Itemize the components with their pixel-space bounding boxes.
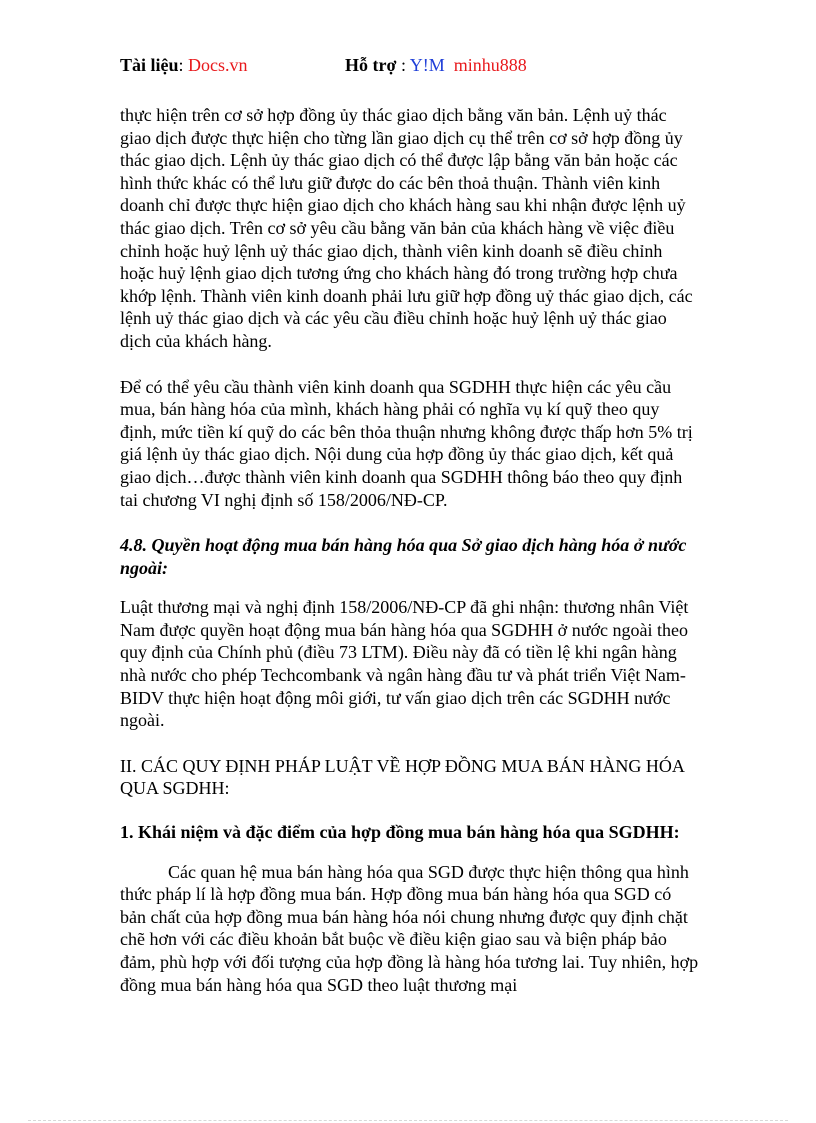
heading-4-8: 4.8. Quyền hoạt động mua bán hàng hóa qua Sở giao dịch hàng hóa ở nước ngoài: xyxy=(120,535,687,578)
body-paragraph-4: Các quan hệ mua bán hàng hóa qua SGD được thực hiện thông qua hình thức pháp lí là hợp đồng mua bán. Hợp đồng mua bán hàng hóa qua SGD có bản chất của hợp đồng mua bán hàng hóa nói chung nhưng được quy định chặt chẽ hơn với các điều khoản bắt buộc về điều kiện giao sau và biện pháp bảo đảm, phù hợp với đối tượng của hợp đồng là hàng hóa tương lai. Tuy nhiên, hợp đồng mua bán hàng hóa qua SGD theo luật thương mại xyxy=(120,861,699,995)
body-paragraph-1: thực hiện trên cơ sở hợp đồng ủy thác giao dịch bằng văn bản. Lệnh uỷ thác giao dịch được thực hiện cho từng lần giao dịch cụ thể trên cơ sở hợp đồng ủy thác giao dịch. Lệnh ủy thác giao dịch có thể được lập bằng văn bản hoặc các hình thức khác có thể lưu giữ được do các bên thoả thuận. Thành viên kinh doanh chỉ được thực hiện giao dịch cho khách hàng sau khi nhận được lệnh uỷ thác giao dịch. Trên cơ sở yêu cầu bằng văn bản của khách hàng về việc điều chỉnh hoặc huỷ lệnh uỷ thác giao dịch, thành viên kinh doanh sẽ điều chỉnh hoặc huỷ lệnh giao dịch tương ứng cho khách hàng đó trong trường hợp chưa khớp lệnh. Thành viên kinh doanh phải lưu giữ hợp đồng uỷ thác giao dịch, các lệnh uỷ thác giao dịch và các yêu cầu điều chỉnh hoặc huỷ lệnh uỷ thác giao dịch của khách hàng. xyxy=(120,105,693,351)
header-support-id: minhu888 xyxy=(453,55,527,75)
body-paragraph-3: Luật thương mại và nghị định 158/2006/NĐ-CP đã ghi nhận: thương nhân Việt Nam được quyền hoạt động mua bán hàng hóa qua SGDHH ở nước ngoài theo quy định của Chính phủ (điều 73 LTM). Điều này đã có tiền lệ khi ngân hàng nhà nước cho phép Techcombank và ngân hàng đầu tư và phát triển Việt Nam- BIDV thực hiện hoạt động môi giới, tư vấn giao dịch trên các SGDHH nước ngoài. xyxy=(120,597,689,731)
document-body xyxy=(120,104,700,996)
section-heading-ii: II. CÁC QUY ĐỊNH PHÁP LUẬT VỀ HỢP ĐỒNG MUA BÁN HÀNG HÓA QUA SGDHH: xyxy=(120,755,684,799)
header-doc-label: Tài liệu xyxy=(120,55,179,75)
header-doc-sep: : xyxy=(178,55,189,75)
header-support-label: Hỗ trợ xyxy=(345,55,397,75)
page-bottom-divider xyxy=(28,1120,788,1121)
page-header xyxy=(120,52,720,78)
header-doc-source xyxy=(120,52,248,78)
header-support xyxy=(345,52,527,78)
heading-1: 1. Khái niệm và đặc điểm của hợp đồng mua bán hàng hóa qua SGDHH: xyxy=(120,822,680,843)
body-paragraph-2: Để có thể yêu cầu thành viên kinh doanh qua SGDHH thực hiện các yêu cầu mua, bán hàng hóa của mình, khách hàng phải có nghĩa vụ kí quỹ theo quy định, mức tiền kí quỹ do các bên thỏa thuận nhưng không được thấp hơn 5% trị giá lệnh ủy thác giao dịch. Nội dung của hợp đồng ủy thác giao dịch, kết quả giao dịch…được thành viên kinh doanh qua SGDHH thông báo theo quy định tai chương VI nghị định số 158/2006/NĐ-CP. xyxy=(120,376,693,510)
header-doc-site: Docs.vn xyxy=(188,55,248,75)
header-support-im: Y!M xyxy=(409,55,445,75)
header-support-sep: : xyxy=(396,55,410,75)
